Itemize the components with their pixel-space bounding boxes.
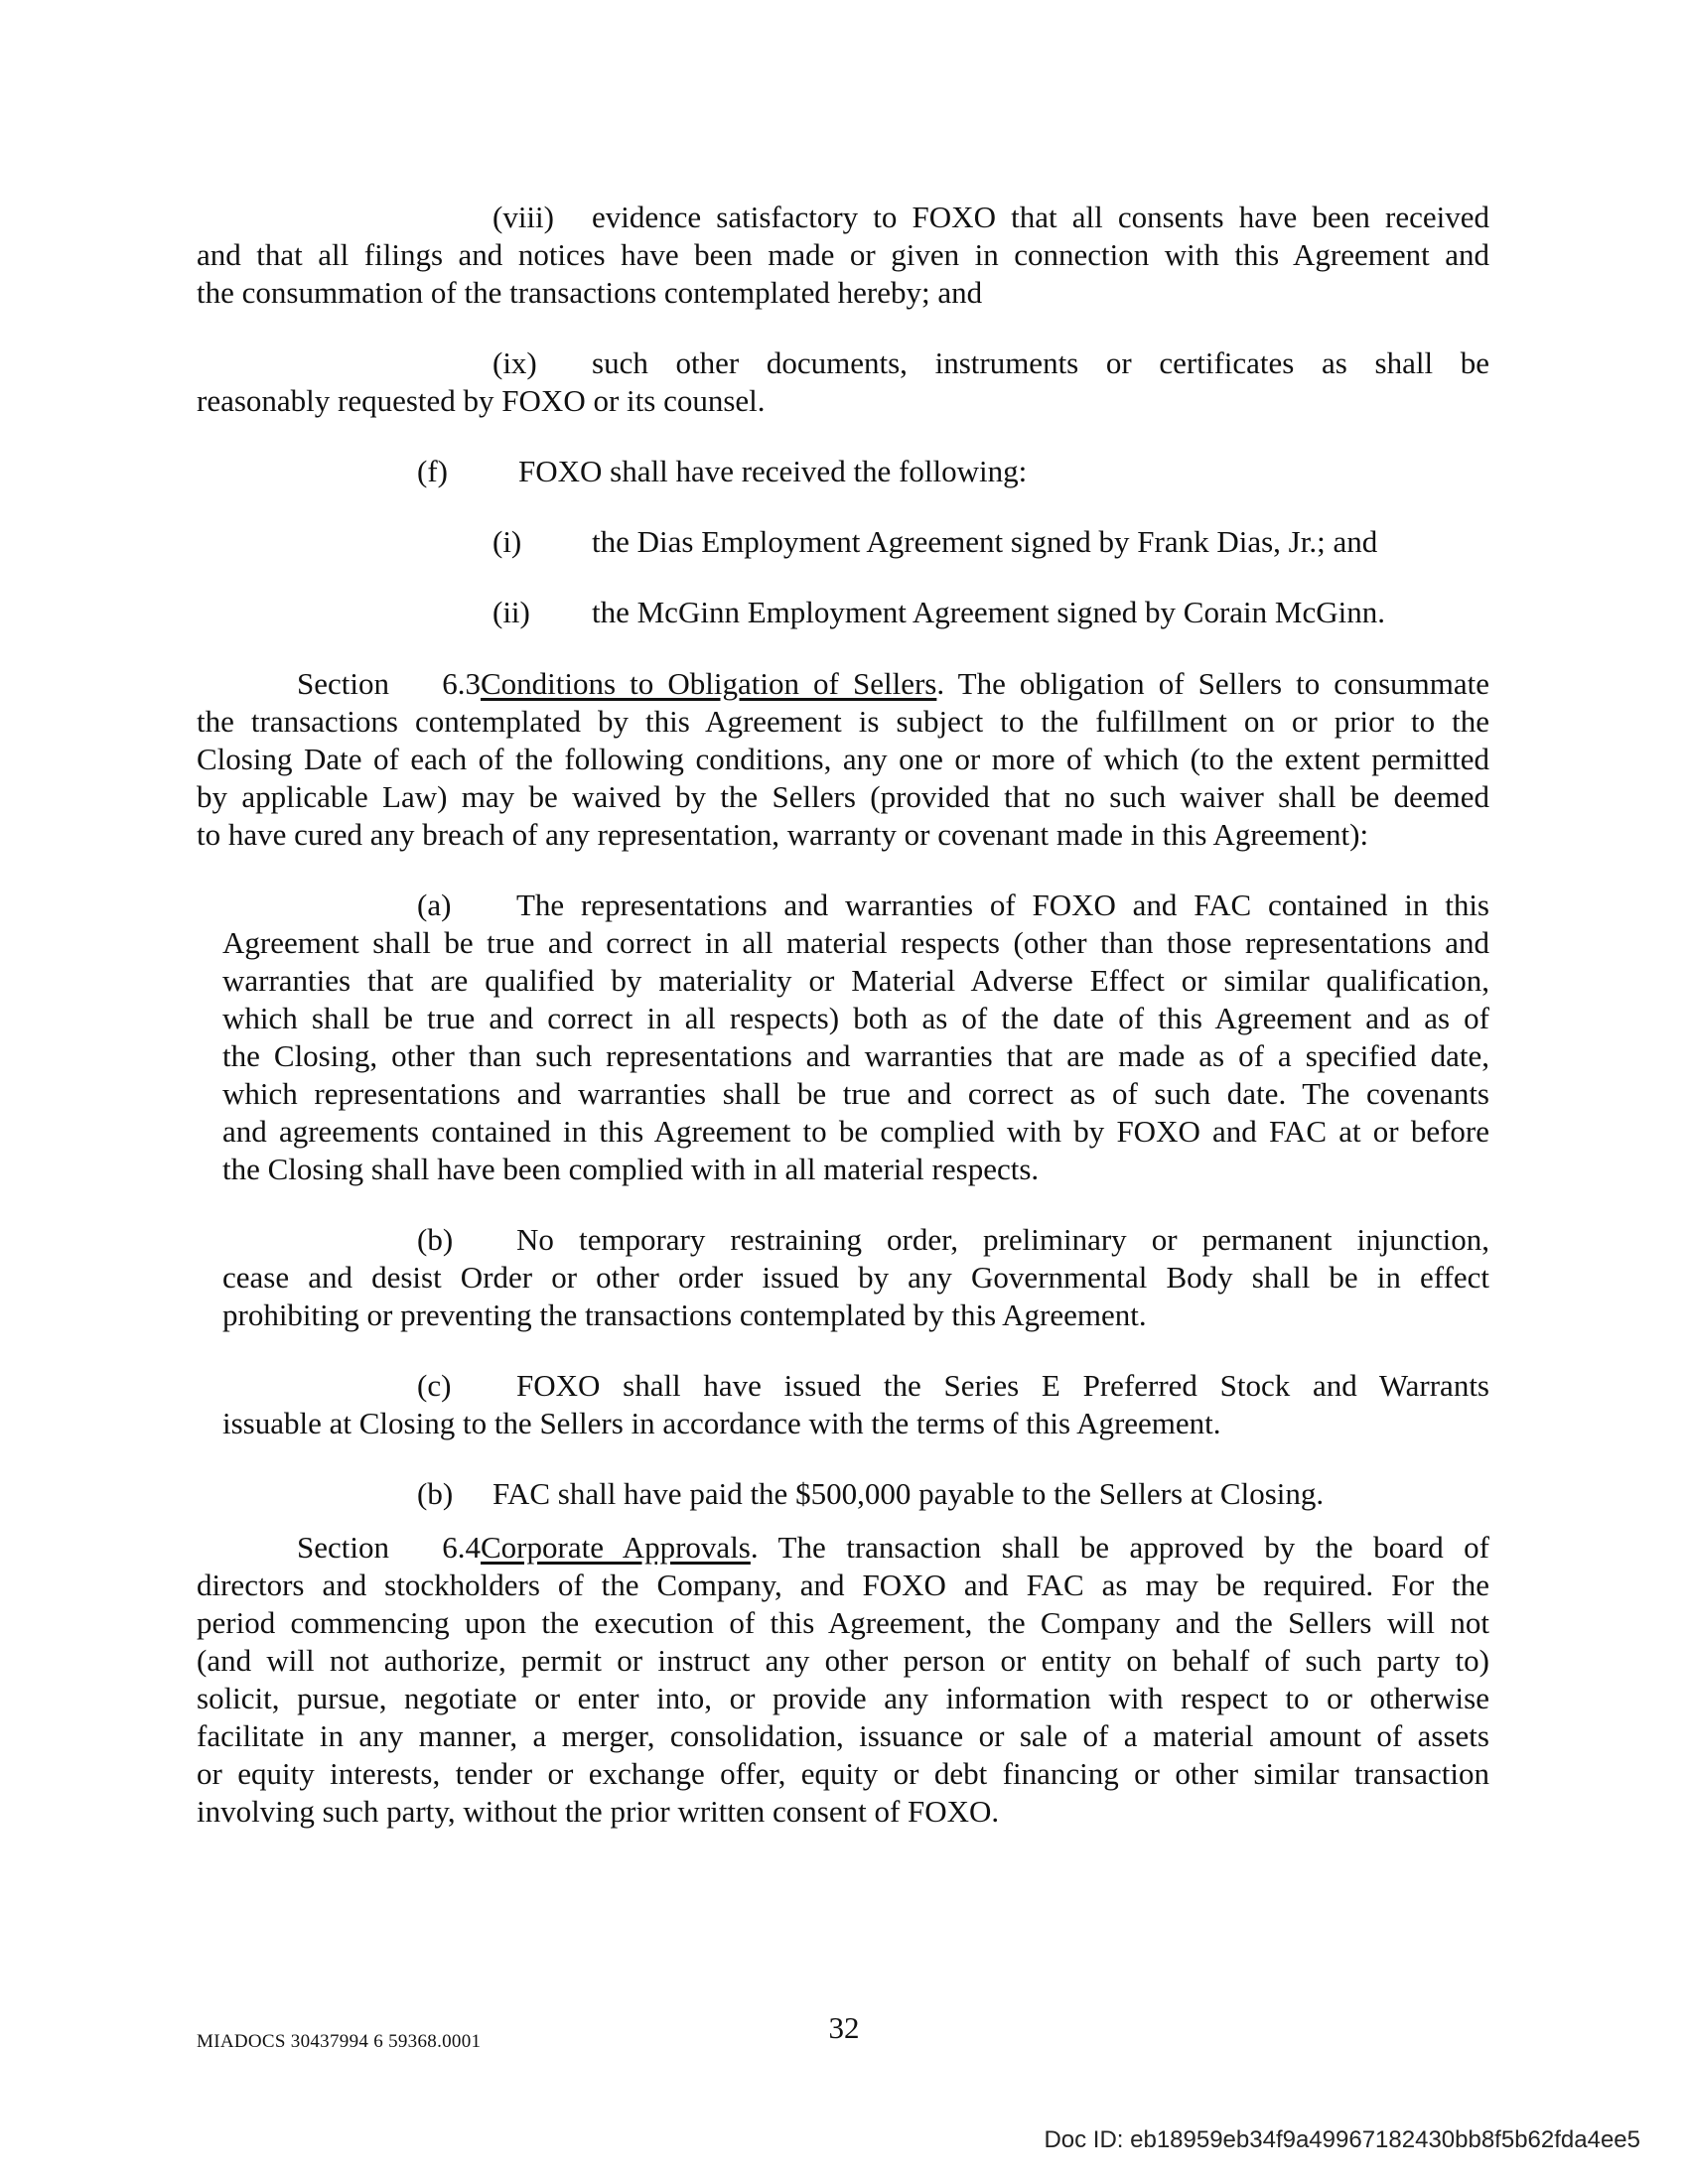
item-f-i-text: the Dias Employment Agreement signed by Frank Dias, Jr.; and [592, 524, 1378, 559]
section-6-3-line2: the transactions contemplated by this Agreement is subject to the fulfillment on or prior to the [197, 704, 1489, 739]
item-6-3-b-line2: cease and desist Order or other order issued by any Governmental Body shall be in effect [222, 1260, 1489, 1295]
section-6-4-line3: period commencing upon the execution of this Agreement, the Company and the Sellers will not [197, 1605, 1489, 1640]
item-viii-line2: and that all filings and notices have been made or given in connection with this Agreement and [197, 237, 1489, 272]
item-6-3-b-line1 [222, 1221, 1489, 1259]
section-6-3-line4: by applicable Law) may be waived by the Sellers (provided that no such waiver shall be deemed [197, 779, 1489, 814]
item-viii-line3: the consummation of the transactions contemplated hereby; and [197, 275, 983, 310]
item-viii [197, 199, 1489, 236]
item-6-3-c-line1 [222, 1367, 1489, 1405]
item-f-i-label: (i) [492, 524, 522, 559]
item-6-3-a-line4: which shall be true and correct in all respects) both as of the date of this Agreement and as of [222, 1001, 1489, 1035]
section-6-3-heading: Conditions to Obligation of Sellers [481, 666, 937, 701]
item-6-3-a-line1 [222, 887, 1489, 924]
section-6-4-line1 [197, 1529, 1489, 1567]
item-f-ii-label: (ii) [492, 595, 530, 629]
doc-id: Doc ID: eb18959eb34f9a49967182430bb8f5b62fda4ee5 [1044, 2126, 1640, 2153]
section-6-3-line1-rest: . The obligation of Sellers to consummate [936, 666, 1489, 701]
section-6-3-number: Section 6.3 [297, 666, 481, 701]
item-6-3-a-line7: and agreements contained in this Agreement to be complied with by FOXO and FAC at or before [222, 1114, 1489, 1149]
item-viii-text-first: evidence satisfactory to FOXO that all consents have been received [592, 200, 1489, 234]
item-6-3-a-label: (a) [417, 887, 452, 922]
item-ix-label: (ix) [492, 345, 537, 380]
section-6-3-line5: to have cured any breach of any representation, warranty or covenant made in this Agreement): [197, 817, 1369, 852]
item-6-3-b2 [417, 1475, 1489, 1513]
item-f-ii [492, 594, 1489, 631]
item-6-3-a-text: The representations and warranties of FOXO and FAC contained in this [516, 887, 1489, 922]
item-6-3-c-line2: issuable at Closing to the Sellers in accordance with the terms of this Agreement. [222, 1406, 1221, 1440]
item-f-text: FOXO shall have received the following: [518, 454, 1028, 488]
item-6-3-a-line2: Agreement shall be true and correct in all material respects (other than those representations and [222, 925, 1489, 960]
section-6-4-line2: directors and stockholders of the Company, and FOXO and FAC as may be required. For the [197, 1568, 1489, 1602]
item-f-ii-text: the McGinn Employment Agreement signed by Corain McGinn. [592, 595, 1385, 629]
item-6-3-b2-text: FAC shall have paid the $500,000 payable to the Sellers at Closing. [492, 1476, 1325, 1511]
item-6-3-b-label: (b) [417, 1222, 454, 1257]
section-6-4-heading: Corporate Approvals [481, 1530, 751, 1565]
item-ix [197, 344, 1489, 382]
section-6-3-line1 [197, 665, 1489, 703]
section-6-4-line7: or equity interests, tender or exchange offer, equity or debt financing or other similar transaction [197, 1756, 1489, 1791]
item-6-3-a-line3: warranties that are qualified by materiality or Material Adverse Effect or similar qualification, [222, 963, 1489, 998]
section-6-4-line6: facilitate in any manner, a merger, consolidation, issuance or sale of a material amount of assets [197, 1718, 1489, 1753]
item-6-3-a-line6: which representations and warranties shall be true and correct as of such date. The covenants [222, 1076, 1489, 1111]
item-6-3-c-text: FOXO shall have issued the Series E Preferred Stock and Warrants [516, 1368, 1489, 1403]
document-code: MIADOCS 30437994 6 59368.0001 [197, 2031, 482, 2052]
item-6-3-b2-label: (b) [417, 1476, 454, 1511]
item-f-label: (f) [417, 454, 448, 488]
item-6-3-a-line8: the Closing shall have been complied with in all material respects. [222, 1152, 1040, 1186]
section-6-4-line5: solicit, pursue, negotiate or enter into, or provide any information with respect to or otherwise [197, 1681, 1489, 1715]
item-viii-label: (viii) [492, 200, 554, 234]
section-6-4-line8: involving such party, without the prior written consent of FOXO. [197, 1794, 1000, 1829]
page-number: 32 [828, 2010, 860, 2045]
section-6-4-line1-rest: . The transaction shall be approved by the board of [750, 1530, 1489, 1565]
item-f-i [492, 523, 1489, 561]
item-6-3-c-label: (c) [417, 1368, 452, 1403]
item-f [417, 453, 1489, 490]
item-6-3-b-line3: prohibiting or preventing the transactions contemplated by this Agreement. [222, 1297, 1147, 1332]
section-6-4-line4: (and will not authorize, permit or instruct any other person or entity on behalf of such party to) [197, 1643, 1489, 1678]
item-ix-text-first: such other documents, instruments or certificates as shall be [592, 345, 1489, 380]
item-ix-line2: reasonably requested by FOXO or its counsel. [197, 383, 766, 418]
item-6-3-b-text: No temporary restraining order, preliminary or permanent injunction, [516, 1222, 1489, 1257]
section-6-4-number: Section 6.4 [297, 1530, 481, 1565]
section-6-3-line3: Closing Date of each of the following conditions, any one or more of which (to the extent permitted [197, 742, 1489, 776]
item-6-3-a-line5: the Closing, other than such representations and warranties that are made as of a specified date, [222, 1038, 1489, 1073]
